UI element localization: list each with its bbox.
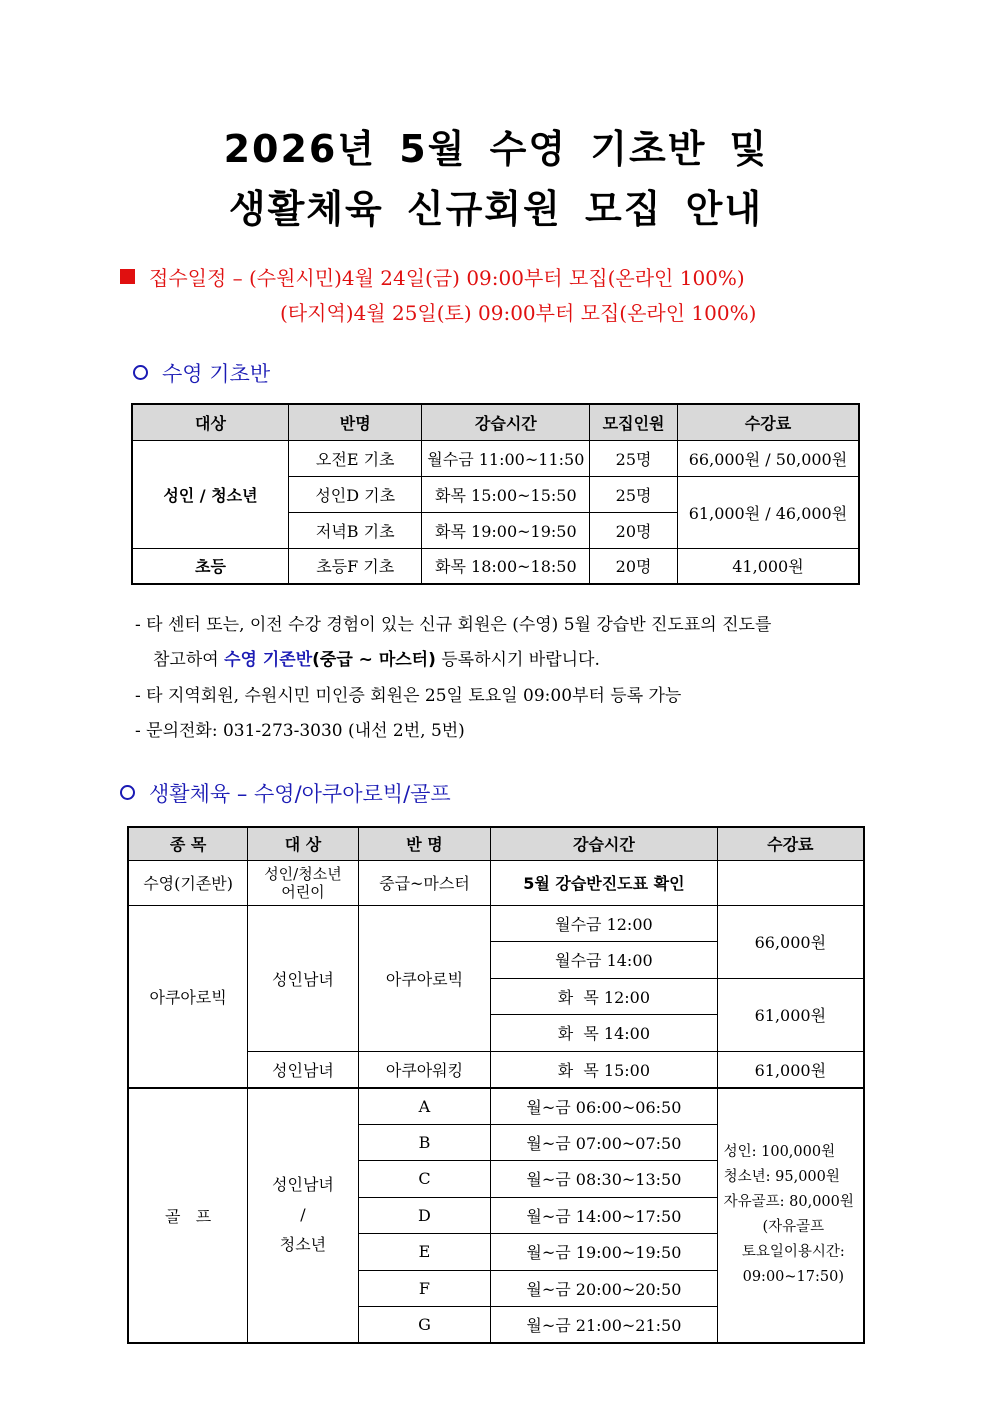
header-time: 강습시간 xyxy=(422,404,590,440)
fee-line: 자유골프: 80,000원 xyxy=(723,1194,854,1211)
fee-line: 성인: 100,000원 xyxy=(723,1144,836,1161)
class-cell: E xyxy=(358,1234,490,1271)
time-cell: 월수금 14:00 xyxy=(491,942,717,979)
section-heading-sports xyxy=(120,778,451,808)
class-cell: D xyxy=(358,1197,490,1234)
fee-cell xyxy=(717,860,864,905)
time-cell: 화 목 15:00 xyxy=(491,1051,717,1088)
fee-cell: 61,000원 / 46,000원 xyxy=(677,476,859,548)
registration-schedule xyxy=(120,262,745,291)
time-cell: 월~금 19:00~19:50 xyxy=(491,1234,717,1271)
time-cell: 월수금 12:00 xyxy=(491,905,717,942)
target-cell xyxy=(248,860,359,905)
target-line: 성인/청소년 xyxy=(264,864,342,883)
target-cell: 성인 / 청소년 xyxy=(132,440,288,548)
section-heading-text: 수영 기초반 xyxy=(162,362,271,386)
page-title-line1: 2026년 5월 수영 기초반 및 xyxy=(223,127,769,171)
sport-cell: 아쿠아로빅 xyxy=(128,905,248,1088)
fee-cell: 41,000원 xyxy=(677,548,859,584)
count-cell: 25명 xyxy=(590,440,678,476)
target-cell: 초등 xyxy=(132,548,288,584)
class-cell: G xyxy=(358,1307,490,1344)
class-cell: 성인D 기초 xyxy=(288,476,422,512)
section-heading-text: 생활체육 – 수영/아쿠아로빅/골프 xyxy=(149,782,451,806)
time-cell: 월~금 06:00~06:50 xyxy=(491,1088,717,1125)
fee-line: 토요일이용시간: xyxy=(741,1244,845,1261)
table-row xyxy=(132,440,859,476)
fee-line: (자유골프 xyxy=(762,1219,825,1236)
header-class: 반 명 xyxy=(358,827,490,860)
class-cell: 오전E 기초 xyxy=(288,440,422,476)
header-target: 대 상 xyxy=(248,827,359,860)
target-cell: 성인남녀 xyxy=(248,1051,359,1088)
fee-cell: 61,000원 xyxy=(717,1051,864,1088)
fee-line: 청소년: 95,000원 xyxy=(723,1169,840,1186)
time-cell: 화목 19:00~19:50 xyxy=(422,512,590,548)
target-line: 청소년 xyxy=(279,1235,327,1255)
time-cell: 월~금 14:00~17:50 xyxy=(491,1197,717,1234)
fee-line: 09:00~17:50) xyxy=(742,1269,844,1286)
class-cell: C xyxy=(358,1161,490,1198)
target-line: / xyxy=(300,1205,306,1225)
header-target: 대상 xyxy=(132,404,288,440)
page-title-line2: 생활체육 신규회원 모집 안내 xyxy=(228,187,764,231)
header-fee: 수강료 xyxy=(677,404,859,440)
class-cell: 중급~마스터 xyxy=(358,860,490,905)
target-line: 성인남녀 xyxy=(272,1175,334,1195)
note-contact-phone: - 문의전화: 031-273-3030 (내선 2번, 5번) xyxy=(135,721,465,741)
header-time: 강습시간 xyxy=(491,827,717,860)
table-row xyxy=(128,1088,864,1125)
target-line: 어린이 xyxy=(281,882,325,901)
time-cell: 월~금 08:30~13:50 xyxy=(491,1161,717,1198)
fee-cell: 61,000원 xyxy=(717,978,864,1051)
target-cell: 성인남녀 xyxy=(248,905,359,1051)
time-cell: 화목 18:00~18:50 xyxy=(422,548,590,584)
fee-cell: 66,000원 / 50,000원 xyxy=(677,440,859,476)
registration-line1: 접수일정 – (수원시민)4월 24일(금) 09:00부터 모집(온라인 100%) xyxy=(149,266,745,290)
note-bold: (중급 ~ 마스터) xyxy=(312,650,436,670)
target-cell xyxy=(248,1088,359,1344)
header-sport: 종 목 xyxy=(128,827,248,860)
sport-cell: 수영(기존반) xyxy=(128,860,248,905)
time-cell: 화 목 12:00 xyxy=(491,978,717,1015)
time-cell: 5월 강습반진도표 확인 xyxy=(491,860,717,905)
time-cell: 화 목 14:00 xyxy=(491,1015,717,1052)
table-header-row xyxy=(128,827,864,860)
note-experienced-members-cont xyxy=(153,645,600,670)
class-cell: A xyxy=(358,1088,490,1125)
table-row xyxy=(128,905,864,942)
class-cell: 저녁B 기초 xyxy=(288,512,422,548)
class-cell: 아쿠아로빅 xyxy=(358,905,490,1051)
note-highlight: 수영 기존반 xyxy=(224,650,313,670)
sports-table xyxy=(127,826,865,1344)
count-cell: 20명 xyxy=(590,512,678,548)
header-fee: 수강료 xyxy=(717,827,864,860)
section-heading-swim-basic xyxy=(133,358,270,388)
class-cell: 초등F 기초 xyxy=(288,548,422,584)
circle-bullet-icon xyxy=(120,785,135,800)
table-header-row xyxy=(132,404,859,440)
note-text: 참고하여 xyxy=(153,650,225,670)
time-cell: 화목 15:00~15:50 xyxy=(422,476,590,512)
note-experienced-members: - 타 센터 또는, 이전 수강 경험이 있는 신규 회원은 (수영) 5월 강습반 진도표의 진도를 xyxy=(135,615,772,635)
circle-bullet-icon xyxy=(133,365,148,380)
golf-fee-cell xyxy=(717,1088,864,1344)
class-cell: B xyxy=(358,1124,490,1161)
note-text: 등록하시기 바랍니다. xyxy=(435,650,600,670)
note-other-region: - 타 지역회원, 수원시민 미인증 회원은 25일 토요일 09:00부터 등록 가능 xyxy=(135,686,682,706)
count-cell: 25명 xyxy=(590,476,678,512)
swim-basic-table xyxy=(131,403,860,585)
class-cell: F xyxy=(358,1270,490,1307)
count-cell: 20명 xyxy=(590,548,678,584)
table-row xyxy=(132,548,859,584)
header-count: 모집인원 xyxy=(590,404,678,440)
sport-cell: 골 프 xyxy=(128,1088,248,1344)
time-cell: 월수금 11:00~11:50 xyxy=(422,440,590,476)
registration-line2: (타지역)4월 25일(토) 09:00부터 모집(온라인 100%) xyxy=(280,301,757,325)
header-class: 반명 xyxy=(288,404,422,440)
time-cell: 월~금 20:00~20:50 xyxy=(491,1270,717,1307)
time-cell: 월~금 21:00~21:50 xyxy=(491,1307,717,1344)
square-bullet-icon xyxy=(120,269,135,284)
class-cell: 아쿠아워킹 xyxy=(358,1051,490,1088)
fee-cell: 66,000원 xyxy=(717,905,864,978)
time-cell: 월~금 07:00~07:50 xyxy=(491,1124,717,1161)
table-row xyxy=(128,860,864,905)
